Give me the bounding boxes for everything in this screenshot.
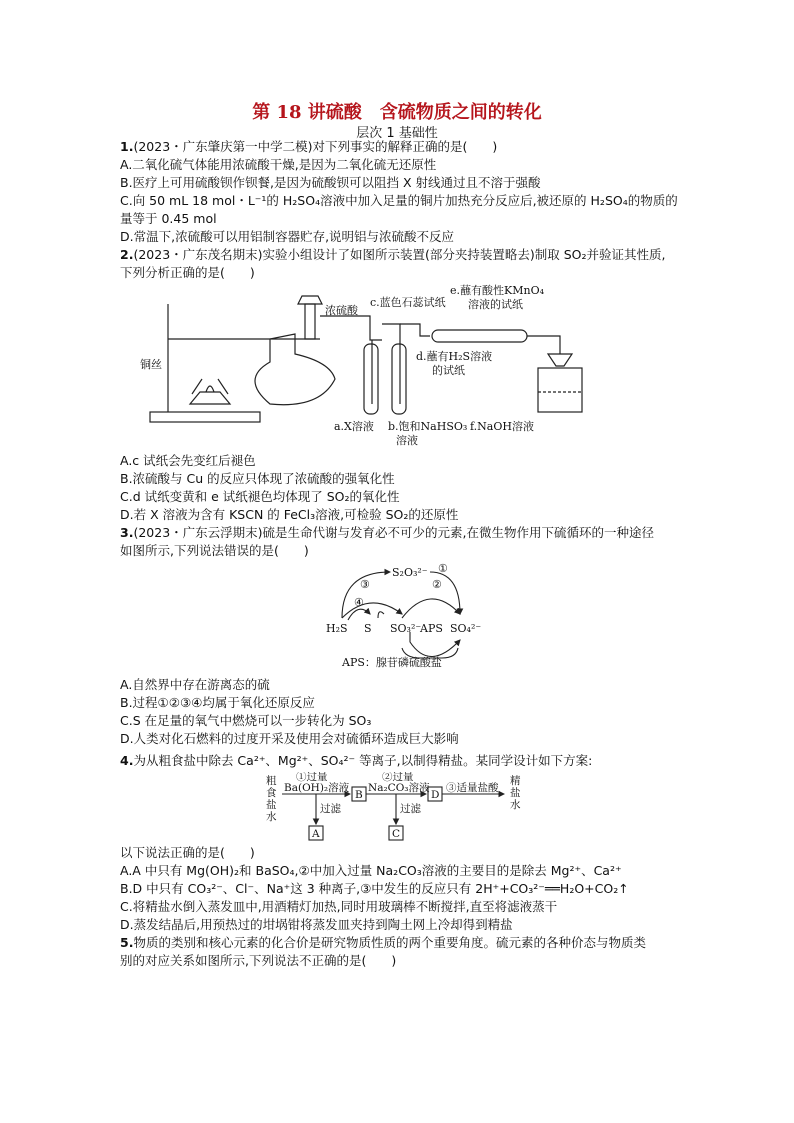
q3-option-c: C.S 在足量的氧气中燃烧可以一步转化为 SO₃ <box>120 713 372 728</box>
label-circle-4: ④ <box>354 596 364 609</box>
flow-diagram <box>120 772 700 842</box>
level-heading: 层次 1 基础性 <box>356 126 438 141</box>
label-crude-1: 粗 <box>266 775 277 787</box>
sulfur-cycle-diagram <box>120 562 700 674</box>
q1-option-a: A.二氧化硫气体能用浓硫酸干燥,是因为二氧化硫无还原性 <box>120 157 437 172</box>
q1-option-c: C.向 50 mL 18 mol・L⁻¹的 H₂SO₄溶液中加入足量的铜片加热充分反应后,被还原的 H₂SO₄的物质的 <box>120 193 678 208</box>
q4-option-a: A.A 中只有 Mg(OH)₂和 BaSO₄,②中加入过量 Na₂CO₃溶液的主要目的是除去 Mg²⁺、Ca²⁺ <box>120 863 622 878</box>
svg-text:食: 食 <box>266 787 277 799</box>
q1-option-b: B.医疗上可用硫酸钡作钡餐,是因为硫酸钡可以阻挡 X 射线通过且不溶于强酸 <box>120 175 541 190</box>
label-e1: e.蘸有酸性KMnO₄ <box>450 284 544 297</box>
horizontal-tube <box>432 330 527 342</box>
label-fine-1: 精 <box>510 775 521 787</box>
label-so4: SO₄²⁻ <box>450 622 482 635</box>
label-box-d: D <box>431 789 440 801</box>
q3-option-b: B.过程①②③④均属于氧化还原反应 <box>120 695 315 710</box>
label-step1a: ①过量 <box>296 772 328 783</box>
label-filter-1: 过滤 <box>320 803 341 815</box>
beaker-f <box>538 368 582 412</box>
q2-option-b: B.浓硫酸与 Cu 的反应只体现了浓硫酸的强氧化性 <box>120 471 395 486</box>
q3-stem: 3.(2023・广东云浮期末)硫是生命代谢与发育必不可少的元素,在微生物作用下硫循环的一种途径 <box>120 525 654 540</box>
label-so3: SO₃²⁻ <box>390 622 422 635</box>
label-step1b: Ba(OH)₂溶液 <box>284 782 350 794</box>
label-h2s: H₂S <box>326 622 348 635</box>
q2-stem: 2.(2023・广东茂名期末)实验小组设计了如图所示装置(部分夹持装置略去)制取 SO₂并验证其性质, <box>120 247 666 262</box>
q3-stem-cont: 如图所示,下列说法错误的是( ) <box>120 543 309 558</box>
q2-stem-cont: 下列分析正确的是( ) <box>120 265 255 280</box>
label-circle-1: ① <box>438 562 448 575</box>
label-box-b: B <box>355 789 363 801</box>
label-box-c: C <box>392 828 401 840</box>
dropping-funnel <box>305 304 315 339</box>
apparatus-figure <box>120 284 700 450</box>
q3-option-a: A.自然界中存在游离态的硫 <box>120 677 270 692</box>
label-b1: b.饱和NaHSO₃ <box>388 420 468 433</box>
q5-stem: 5.物质的类别和核心元素的化合价是研究物质性质的两个重要角度。硫元素的各种价态与物质类 <box>120 935 646 950</box>
label-f: f.NaOH溶液 <box>470 420 534 433</box>
svg-text:盐: 盐 <box>510 787 521 799</box>
q2-option-d: D.若 X 溶液为含有 KSCN 的 FeCl₃溶液,可检验 SO₂的还原性 <box>120 507 459 522</box>
q5-stem-cont: 别的对应关系如图所示,下列说法不正确的是( ) <box>120 953 397 968</box>
label-circle-2: ② <box>432 578 442 591</box>
label-step2a: ②过量 <box>382 772 414 783</box>
content <box>120 138 700 970</box>
label-box-a: A <box>312 828 320 840</box>
q1-stem: 1.(2023・广东肇庆第一中学二模)对下列事实的解释正确的是( ) <box>120 139 498 154</box>
label-b2: 溶液 <box>396 434 418 447</box>
label-wire: 铜丝 <box>140 358 162 371</box>
q2-option-a: A.c 试纸会先变红后褪色 <box>120 453 256 468</box>
q2-option-c: C.d 试纸变黄和 e 试纸褪色均体现了 SO₂的氧化性 <box>120 489 400 504</box>
label-c: c.蓝色石蕊试纸 <box>370 296 446 309</box>
q3-option-d: D.人类对化石燃料的过度开采及使用会对硫循环造成巨大影响 <box>120 731 459 746</box>
label-caption: APS：腺苷磷硫酸盐 <box>342 656 442 669</box>
label-aps: APS <box>420 622 443 635</box>
label-step2b: Na₂CO₃溶液 <box>368 782 430 794</box>
label-a: a.X溶液 <box>334 420 374 433</box>
label-s2o3: S₂O₃²⁻ <box>392 566 428 579</box>
tube-a <box>364 344 378 414</box>
q1-option-c-cont: 量等于 0.45 mol <box>120 211 217 226</box>
q1-option-d: D.常温下,浓硫酸可以用铝制容器贮存,说明铝与浓硫酸不反应 <box>120 229 455 244</box>
page-title: 第 18 讲硫酸 含硫物质之间的转化 <box>252 102 542 123</box>
label-filter-2: 过滤 <box>400 803 421 815</box>
q4-stem: 4.为从粗食盐中除去 Ca²⁺、Mg²⁺、SO₄²⁻ 等离子,以制得精盐。某同学设计如下方案: <box>120 753 593 768</box>
q3-number: 3. <box>120 525 134 540</box>
label-s: S <box>364 622 372 635</box>
reaction-flask <box>255 334 335 405</box>
stand-base <box>150 412 260 422</box>
label-e2: 溶液的试纸 <box>468 298 523 311</box>
label-conc-acid: 浓硫酸 <box>325 304 358 317</box>
q1-number: 1. <box>120 139 134 154</box>
label-d1: d.蘸有H₂S溶液 <box>416 350 493 363</box>
label-step3: ③适量盐酸 <box>446 782 499 794</box>
label-d2: 的试纸 <box>432 364 465 377</box>
q2-number: 2. <box>120 247 134 262</box>
q5-number: 5. <box>120 935 134 950</box>
q4-option-d: D.蒸发结晶后,用预热过的坩埚钳将蒸发皿夹持到陶土网上冷却得到精盐 <box>120 917 513 932</box>
apparatus-diagram <box>120 284 700 450</box>
svg-text:水: 水 <box>266 811 277 823</box>
label-circle-3: ③ <box>360 578 370 591</box>
purification-flow <box>120 772 700 842</box>
svg-text:水: 水 <box>510 799 521 811</box>
svg-text:盐: 盐 <box>266 799 277 811</box>
q4-option-c: C.将精盐水倒入蒸发皿中,用酒精灯加热,同时用玻璃棒不断搅拌,直至将滤液蒸干 <box>120 899 558 914</box>
q4-number: 4. <box>120 753 134 768</box>
q4-option-b: B.D 中只有 CO₃²⁻、Cl⁻、Na⁺这 3 种离子,③中发生的反应只有 2H⁺+CO₃²⁻══H₂O+CO₂↑ <box>120 881 629 896</box>
tube-b <box>392 344 406 414</box>
inverted-funnel <box>548 354 572 366</box>
sulfur-cycle-figure <box>120 562 700 674</box>
alcohol-lamp <box>190 392 230 404</box>
q4-stem-2: 以下说法正确的是( ) <box>120 845 255 860</box>
